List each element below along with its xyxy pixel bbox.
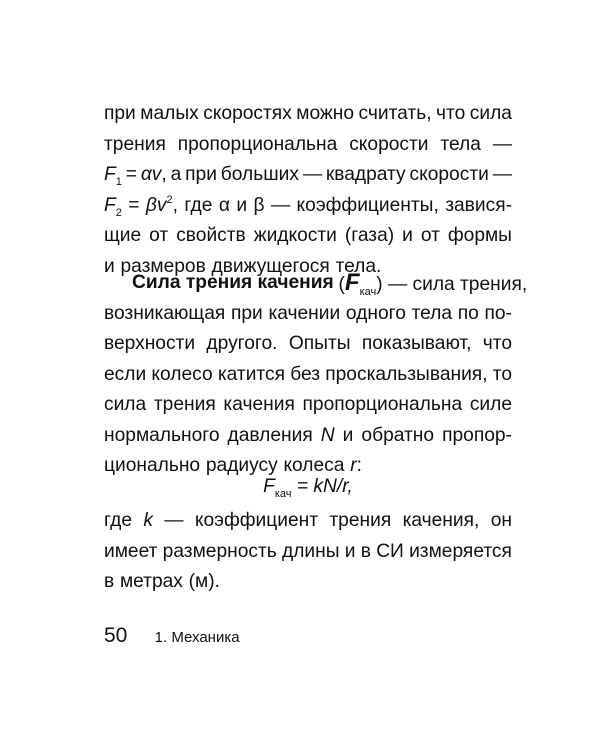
word: — [302,164,322,185]
paragraph-coefficient [104,506,512,598]
symbol-f: F [104,194,116,216]
word: радиусу [205,455,278,476]
word: если [104,363,147,385]
word: β [253,194,265,216]
word: больших [220,164,299,185]
punct: ( [338,274,345,295]
word: имеет [104,540,158,562]
paragraph-drag-forces [104,99,512,282]
word: по [457,302,479,324]
paragraph-rolling-friction [104,268,528,482]
word: катится [217,363,285,385]
text-line [104,537,512,568]
word: движущегося [211,255,330,277]
word: (газа) [344,225,395,246]
text-line [104,299,512,330]
word: метрах [119,571,183,592]
text-line [104,506,512,537]
word: измеряется [409,540,512,562]
section-title: 1. Механика [154,629,240,646]
word: завися- [445,194,512,216]
text-line [104,390,512,421]
word: качения [223,394,295,415]
word: пропор- [442,424,512,446]
word: проскальзывания, [325,363,488,385]
word: малых [140,103,199,124]
word: скорости [349,133,429,155]
word: сила [469,103,512,124]
page-number: 50 [104,624,128,647]
word: — [492,164,512,185]
text-line [104,268,528,299]
symbol-k: k [143,510,153,531]
text-line [104,160,512,191]
word: формы [447,225,512,246]
word: = [125,164,137,185]
word: что [482,333,512,354]
word: размеров [120,255,206,277]
word: длины [282,540,340,562]
word: при [230,302,263,324]
word: трения [153,394,216,415]
word: квадрату [325,164,406,185]
word: одного [345,302,406,324]
word: в [104,571,115,592]
word: Опыты [288,333,351,354]
formula-rhs: = kN/r, [296,476,353,497]
punct: , [172,194,178,216]
word: скоростях [203,103,292,124]
word: показывают, [361,333,472,354]
word: сила [104,394,147,415]
symbol-alpha-v: αv [140,164,162,185]
word: колеса [283,455,345,476]
word: при [104,103,136,124]
word: при [185,164,217,185]
word: жидкости [253,225,337,246]
word: пропорциональна [177,133,338,155]
term-heading: Сила трения качения [132,272,334,293]
word: — [492,133,512,155]
formula-term [146,191,178,222]
text-line [104,99,512,130]
term-symbol [339,268,528,299]
word: что [436,103,466,124]
word: без [290,363,321,385]
word: коэффициент [194,510,319,531]
word: тела [440,133,481,155]
word: щие [104,225,142,246]
word: нормального [104,424,220,446]
word: в [360,540,371,562]
symbol-r: r [350,455,357,476]
word: — [164,510,184,531]
word: по- [484,302,512,324]
word: возникающая [104,302,226,324]
word: размерность [162,540,277,562]
word: качения, [402,510,480,531]
word: (м). [188,571,220,592]
word: свойств [176,225,246,246]
word: от [149,225,169,246]
word: = [128,194,140,216]
word: качении [268,302,341,324]
punct: , [161,164,167,185]
word: от [420,225,440,246]
text-line [104,130,512,161]
word: и [402,225,413,246]
word: верхности [104,333,196,354]
symbol-beta-v: βv [145,194,167,216]
symbol-f: F [263,476,275,497]
word: силе [469,394,512,415]
punct: : [356,455,362,476]
word: можно [296,103,355,124]
word: СИ [376,540,404,562]
word: трения [104,133,166,155]
word: где [104,510,133,531]
symbol-f-bold: F [344,269,360,296]
word: считать, [358,103,432,124]
word: а [170,164,182,185]
word: — [270,194,291,216]
word: α [218,194,230,216]
symbol-f: F [104,164,116,185]
formula-f2 [104,191,122,222]
word: ционально [104,455,201,476]
superscript: 2 [166,193,173,206]
word: обратно [361,424,435,446]
text-line [104,221,512,252]
word: и [104,255,115,277]
formula-f1 [104,160,122,191]
formula-term [141,160,167,191]
definition-start: ) — сила трения, [376,274,528,295]
word: и [236,194,248,216]
word: тела. [335,255,382,277]
word: давления [227,424,313,446]
word: скорости [409,164,489,185]
text-line [104,567,512,598]
text-line [104,421,512,452]
text-line [104,191,512,222]
word: пропорциональна [302,394,463,415]
word: и [344,540,356,562]
subscript: 2 [115,206,122,219]
word: тела [411,302,453,324]
page-footer [104,624,240,648]
rolling-friction-formula [104,472,512,502]
text-line [104,329,512,360]
subscript: кач [359,286,377,298]
word: где [184,194,213,216]
word: коэффициенты, [296,194,439,216]
word: и [342,424,354,446]
word: то [492,363,512,385]
subscript: 1 [115,176,122,188]
symbol-n: N [320,424,335,446]
subscript: кач [274,488,292,500]
word: колесо [151,363,213,385]
word: трения [329,510,392,531]
text-line [104,360,512,391]
word: он [490,510,512,531]
word: другого. [206,333,278,354]
